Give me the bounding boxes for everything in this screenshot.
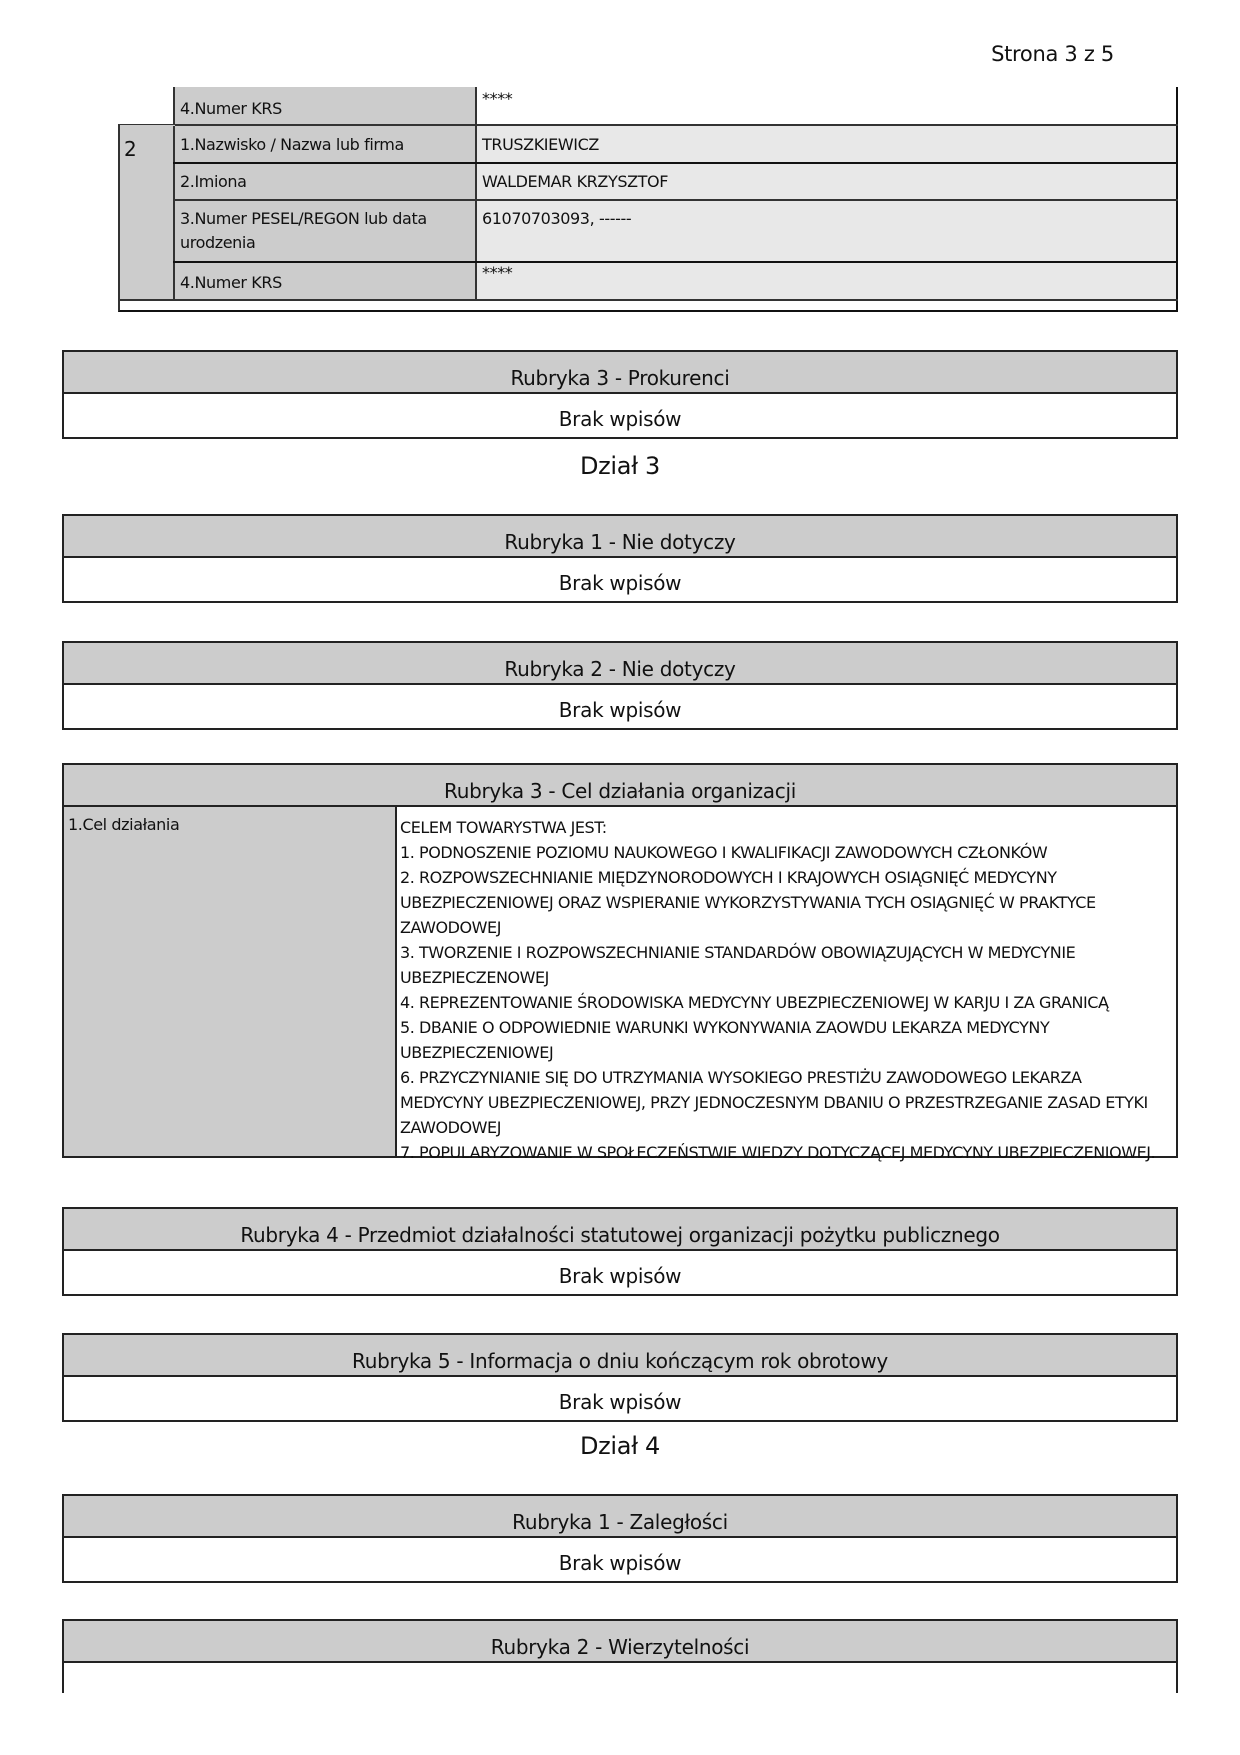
field-value: TRUSZKIEWICZ xyxy=(475,126,1178,162)
field-value: **** xyxy=(475,263,1178,299)
cel-dzialania-row xyxy=(64,807,1176,1162)
cel-dzialania-line: UBEZPIECZENIOWEJ xyxy=(400,1043,554,1062)
section-header: Rubryka 2 - Nie dotyczy xyxy=(64,643,1176,685)
section-empty-note: Brak wpisów xyxy=(64,558,1176,601)
table-footer-row xyxy=(118,301,1178,312)
field-label: 1.Nazwisko / Nazwa lub firma xyxy=(173,126,475,162)
section-d3-rubryka-5 xyxy=(62,1333,1178,1422)
cel-dzialania-line: ZAWODOWEJ xyxy=(400,918,501,937)
cel-dzialania-text xyxy=(397,807,1176,1162)
field-value: WALDEMAR KRZYSZTOF xyxy=(475,164,1178,199)
section-header: Rubryka 3 - Prokurenci xyxy=(64,352,1176,394)
section-d3-rubryka-3 xyxy=(62,763,1178,1162)
cel-dzialania-line: 2. ROZPOWSZECHNIANIE MIĘDZYNORODOWYCH I KRAJOWYCH OSIĄGNIĘĆ MEDYCYNY xyxy=(400,868,1057,887)
field-label: 4.Numer KRS xyxy=(173,263,475,299)
field-label: 1.Cel działania xyxy=(64,807,397,1156)
cel-dzialania-line: ZAWODOWEJ xyxy=(400,1118,501,1137)
section-header: Rubryka 4 - Przedmiot działalności statutowej organizacji pożytku publicznego xyxy=(64,1209,1176,1251)
page-number: Strona 3 z 5 xyxy=(991,42,1114,66)
persons-table-continued xyxy=(118,87,1178,312)
section-header: Rubryka 1 - Nie dotyczy xyxy=(64,516,1176,558)
section-d4-rubryka-1 xyxy=(62,1494,1178,1583)
cel-dzialania-line: 1. PODNOSZENIE POZIOMU NAUKOWEGO I KWALIFIKACJI ZAWODOWYCH CZŁONKÓW xyxy=(400,843,1048,862)
field-label-line: 3.Numer PESEL/REGON lub data xyxy=(180,209,427,228)
section-header: Rubryka 3 - Cel działania organizacji xyxy=(64,765,1176,807)
section-d3-rubryka-1 xyxy=(62,514,1178,603)
section-d2-rubryka-3 xyxy=(62,350,1178,439)
section-empty-note: Brak wpisów xyxy=(64,1251,1176,1294)
cel-dzialania-line: 7. POPULARYZOWANIE W SPOŁECZEŃSTWIE WIEDZY DOTYCZĄCEJ MEDYCYNY UBEZPIECZENIOWEJ. xyxy=(400,1143,1156,1162)
cel-dzialania-line: UBEZPIECZENIOWEJ ORAZ WSPIERANIE WYKORZYSTYWANIA TYCH OSIĄGNIĘĆ W PRAKTYCE xyxy=(400,893,1096,912)
section-d3-rubryka-2 xyxy=(62,641,1178,730)
field-label-multiline xyxy=(173,201,475,261)
cel-dzialania-line: UBEZPIECZENOWEJ xyxy=(400,968,549,987)
cel-dzialania-line: 5. DBANIE O ODPOWIEDNIE WARUNKI WYKONYWANIA ZAOWDU LEKARZA MEDYCYNY xyxy=(400,1018,1050,1037)
section-empty-note: Brak wpisów xyxy=(64,394,1176,437)
field-value: 61070703093, ------ xyxy=(475,201,1178,261)
section-header: Rubryka 1 - Zaległości xyxy=(64,1496,1176,1538)
field-value: **** xyxy=(475,87,1178,125)
section-empty-note: Brak wpisów xyxy=(64,1538,1176,1581)
field-label: 4.Numer KRS xyxy=(173,87,475,125)
cel-dzialania-line: 4. REPREZENTOWANIE ŚRODOWISKA MEDYCYNY UBEZPIECZENIOWEJ W KARJU I ZA GRANICĄ xyxy=(400,993,1109,1012)
field-label-line: urodzenia xyxy=(180,233,256,252)
cel-dzialania-line: 6. PRZYCZYNIANIE SIĘ DO UTRZYMANIA WYSOKIEGO PRESTIŻU ZAWODOWEGO LEKARZA xyxy=(400,1068,1082,1087)
cel-dzialania-line: 3. TWORZENIE I ROZPOWSZECHNIANIE STANDARDÓW OBOWIĄZUJĄCYCH W MEDYCYNIE xyxy=(400,943,1076,962)
dzial-3-heading: Dział 3 xyxy=(579,452,661,480)
section-header: Rubryka 5 - Informacja o dniu kończącym rok obrotowy xyxy=(64,1335,1176,1377)
dzial-4-heading: Dział 4 xyxy=(579,1432,661,1460)
field-label: 2.Imiona xyxy=(173,164,475,199)
section-empty-note: Brak wpisów xyxy=(64,685,1176,728)
section-empty-note: Brak wpisów xyxy=(64,1377,1176,1420)
section-d3-rubryka-4 xyxy=(62,1207,1178,1296)
cel-dzialania-line: CELEM TOWARYSTWA JEST: xyxy=(400,818,607,837)
entry-index: 2 xyxy=(118,125,175,300)
section-header: Rubryka 2 - Wierzytelności xyxy=(64,1621,1176,1663)
cel-dzialania-line: MEDYCYNY UBEZPIECZENIOWEJ, PRZY JEDNOCZESNYM DBANIU O PRZESTRZEGANIE ZASAD ETYKI xyxy=(400,1093,1148,1112)
section-d4-rubryka-2 xyxy=(62,1619,1178,1693)
